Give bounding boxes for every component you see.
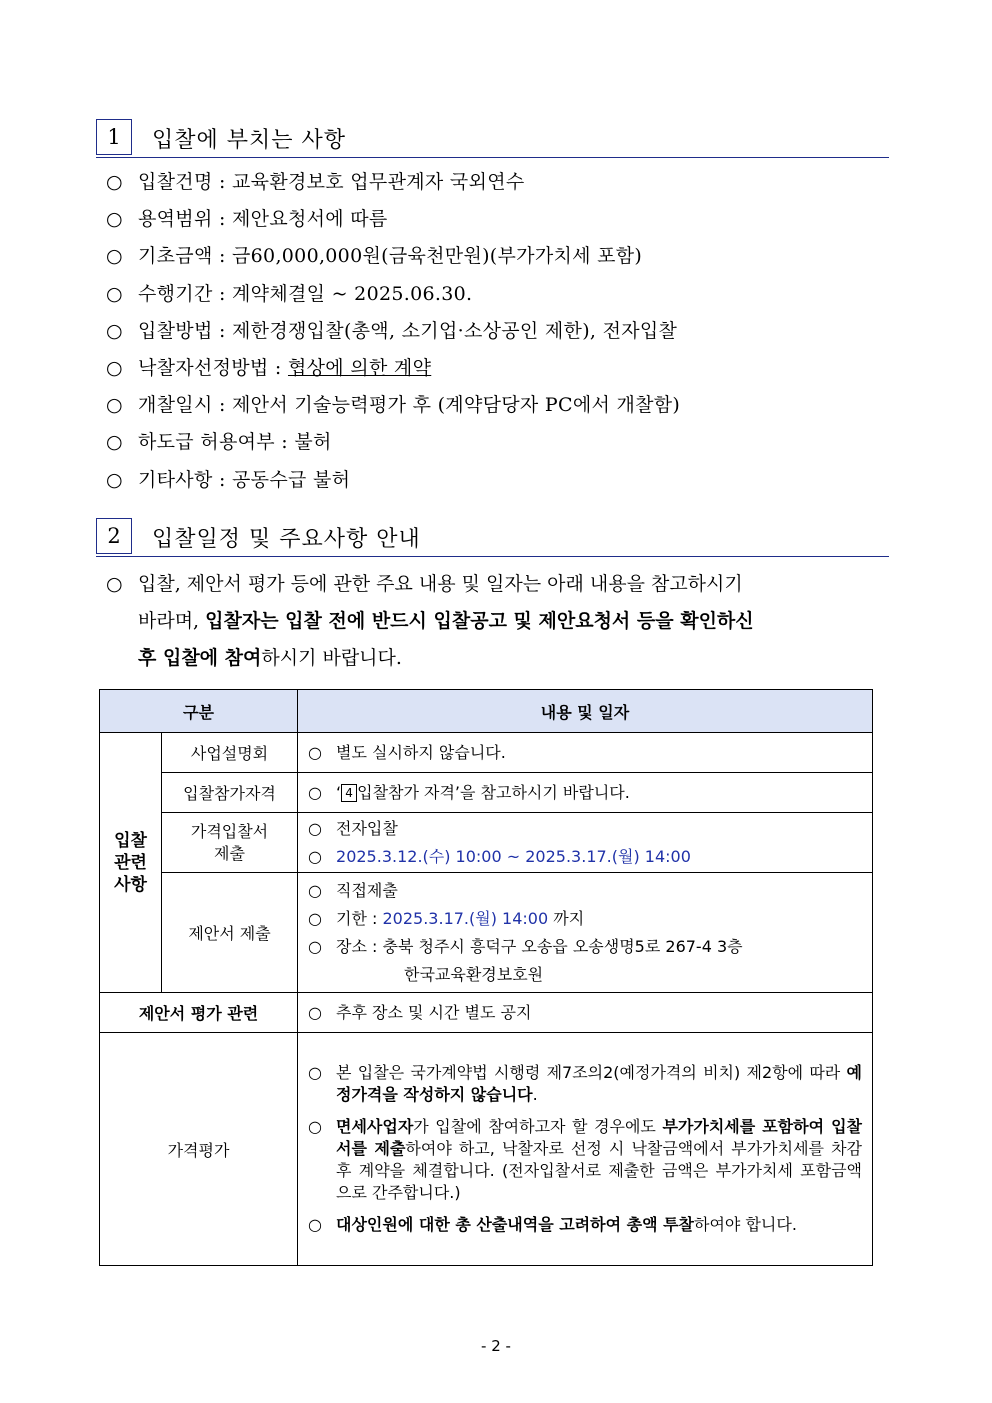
price-eval-note-3: ○ 대상인원에 대한 총 산출내역을 고려하여 총액 투찰하여야 합니다. <box>308 1215 797 1234</box>
intro-line-3: 후 입찰에 참여하시기 바랍니다. <box>138 647 402 669</box>
item-bid-name: ○ 입찰건명 : 교육환경보호 업무관계자 국외연수 <box>106 171 525 193</box>
section2-header <box>96 518 889 557</box>
schedule-table <box>99 689 873 1266</box>
section1-title: 입찰에 부치는 사항 <box>152 128 347 153</box>
table-row <box>100 873 873 993</box>
bid-group-label: 입찰 관련 사항 <box>100 733 162 993</box>
evaluation-content: ○ 추후 장소 및 시간 별도 공지 <box>298 993 873 1033</box>
briefing-label: 사업설명회 <box>162 733 298 773</box>
table-row <box>100 1033 873 1266</box>
proposal-content: ○ 직접제출 ○ 기한 : 2025.3.17.(월) 14:00 까지 ○ 장소 : 충북 청주시 흥덕구 오송읍 오송생명5로 267-4 3층 한국교육환경보호원 <box>298 873 873 993</box>
price-eval-note-1: ○ 본 입찰은 국가계약법 시행령 제7조의2(예정가격의 비치) 제2항에 따라 예정가격을 작성하지 않습니다. <box>308 1063 863 1104</box>
price-bid-content: ○ 전자입찰 ○ 2025.3.12.(수) 10:00 ~ 2025.3.17.(월) 14:00 <box>298 813 873 873</box>
proposal-label: 제안서 제출 <box>162 873 298 993</box>
header-category: 구분 <box>100 690 298 733</box>
price-eval-content <box>298 1033 873 1266</box>
section1-items <box>106 165 886 500</box>
evaluation-label: 제안서 평가 관련 <box>100 993 298 1033</box>
section2-intro <box>106 566 898 677</box>
item-scope: ○ 용역범위 : 제안요청서에 따름 <box>106 208 388 231</box>
header-content: 내용 및 일자 <box>298 690 873 733</box>
item-bid-method: ○ 입찰방법 : 제한경쟁입찰(총액, 소기업·소상공인 제한), 전자입찰 <box>106 319 678 342</box>
qualification-content: ○ ‘ 4 입찰참가 자격’을 참고하시기 바랍니다. <box>298 773 873 813</box>
table-row <box>100 993 873 1033</box>
section2-title: 입찰일정 및 주요사항 안내 <box>152 527 421 552</box>
item-selection-method: ○ 낙찰자선정방법 : 협상에 의한 계약 <box>106 356 432 379</box>
item-other: ○ 기타사항 : 공동수급 불허 <box>106 468 351 491</box>
qualification-label: 입찰참가자격 <box>162 773 298 813</box>
item-period: ○ 수행기간 : 계약체결일 ~ 2025.06.30. <box>106 282 473 305</box>
table-row <box>100 733 873 773</box>
item-base-amount: ○ 기초금액 : 금60,000,000원(금육천만원)(부가가치세 포함) <box>106 245 643 268</box>
table-header-row <box>100 690 873 733</box>
briefing-content: ○ 별도 실시하지 않습니다. <box>298 733 873 773</box>
price-eval-label: 가격평가 <box>100 1033 298 1266</box>
price-bid-label: 가격입찰서 제출 <box>162 813 298 873</box>
item-opening-date: ○ 개찰일시 : 제안서 기술능력평가 후 (계약담당자 PC에서 개찰함) <box>106 394 681 417</box>
item-subcontract: ○ 하도급 허용여부 : 불허 <box>106 431 332 454</box>
page-number: - 2 - <box>481 1337 511 1355</box>
section1-header <box>96 119 889 158</box>
intro-line-1: ○ 입찰, 제안서 평가 등에 관한 주요 내용 및 일자는 아래 내용을 참고하시기 <box>106 573 743 595</box>
table-row <box>100 773 873 813</box>
table-row <box>100 813 873 873</box>
section-number-box: 4 <box>341 784 357 802</box>
price-eval-note-2: ○ 면세사업자가 입찰에 참여하고자 할 경우에도 부가가치세를 포함하여 입찰서를 제출하여야 하고, 낙찰자로 선정 시 낙찰금액에서 부가가치세를 차감 후 계약을 체결합니다. (전자입찰서로 제출한 금액은 부가가치세 포함금액으로 간주합니다.) <box>308 1117 863 1202</box>
intro-line-2: 바라며, 입찰자는 입찰 전에 반드시 입찰공고 및 제안요청서 등을 확인하신 <box>138 610 754 632</box>
section2-number: 2 <box>96 518 132 554</box>
section1-number: 1 <box>96 119 132 155</box>
